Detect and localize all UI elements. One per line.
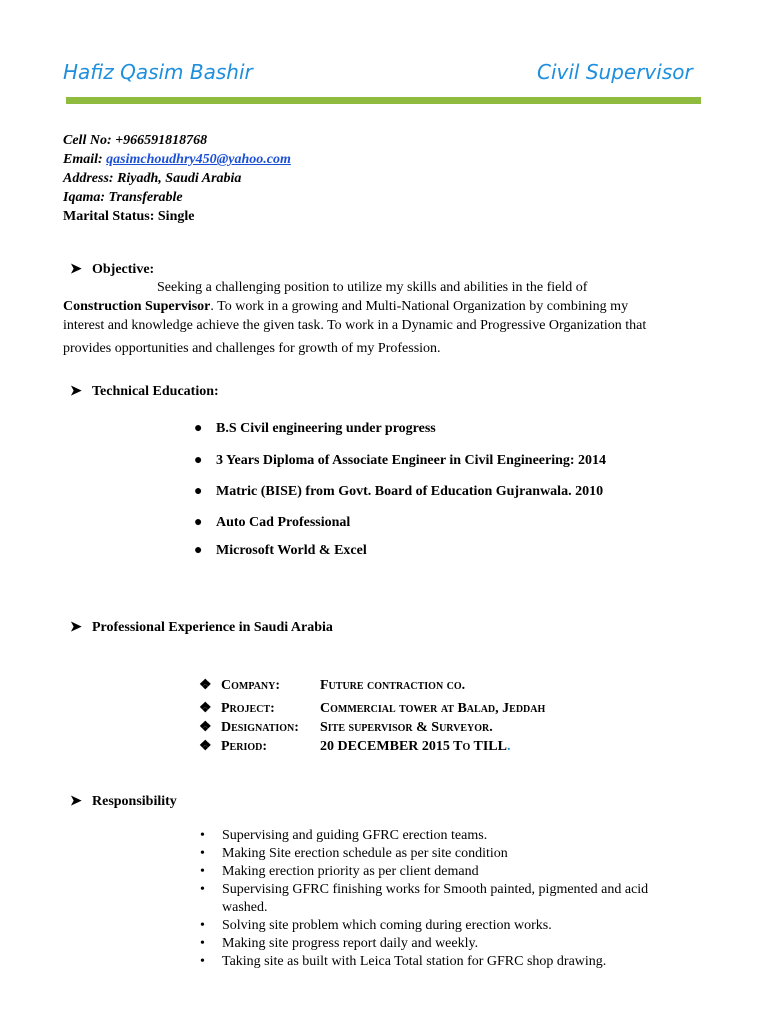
bullet-icon: ● <box>194 421 203 436</box>
iqama-row <box>63 188 291 207</box>
objective-line-3: interest and knowledge achieve the given task. To work in a Dynamic and Progressive Organization that <box>63 318 647 333</box>
period-dot: . <box>506 739 511 754</box>
project-value: Commercial tower at Balad, Jeddah <box>320 701 546 716</box>
list-item <box>200 827 672 845</box>
responsibility-list <box>200 827 672 971</box>
designation-value: Site supervisor & Surveyor. <box>320 720 493 735</box>
company-label: Company: <box>221 678 281 693</box>
list-item <box>200 917 672 935</box>
arrow-bullet-icon: ➤ <box>70 384 82 399</box>
bullet-icon: ● <box>194 543 203 558</box>
education-item-text: Microsoft World & Excel <box>216 543 367 558</box>
bullet-icon: • <box>200 846 205 861</box>
objective-line-2-rest: . To work in a growing and Multi-National Organization by combining my <box>210 299 629 314</box>
education-item-text: Auto Cad Professional <box>216 515 351 530</box>
bullet-icon: • <box>200 864 205 879</box>
marital-value: Single <box>157 209 195 224</box>
contact-block <box>63 131 291 226</box>
diamond-bullet-icon: ❖ <box>199 701 212 716</box>
bullet-icon: ● <box>194 515 203 530</box>
responsibility-item-text: Supervising GFRC finishing works for Smooth painted, pigmented and acid washed. <box>222 882 649 915</box>
list-item <box>194 484 604 500</box>
bullet-icon: • <box>200 918 205 933</box>
project-label: Project: <box>221 701 275 716</box>
iqama-value: Transferable <box>108 190 183 205</box>
period-row <box>199 738 510 755</box>
responsibility-item-text: Making Site erection schedule as per site condition <box>222 846 508 861</box>
designation-label: Designation: <box>221 720 299 735</box>
designation-row <box>199 719 493 736</box>
project-row <box>199 700 545 717</box>
objective-line-2 <box>63 297 703 316</box>
period-value: 20 DECEMBER 2015 To TILL <box>320 739 507 754</box>
responsibility-item-text: Making site progress report daily and weekly. <box>222 936 479 951</box>
education-heading-text: Technical Education: <box>92 384 219 399</box>
experience-heading <box>70 619 333 636</box>
objective-heading <box>70 261 154 278</box>
address-row <box>63 169 291 188</box>
responsibility-heading <box>70 793 177 810</box>
marital-label: Marital Status: <box>63 209 155 224</box>
iqama-label: Iqama: <box>63 190 105 205</box>
responsibility-item-text: Making erection priority as per client demand <box>222 864 479 879</box>
arrow-bullet-icon: ➤ <box>70 794 82 809</box>
responsibility-item-text: Taking site as built with Leica Total station for GFRC shop drawing. <box>222 954 607 969</box>
list-item <box>194 515 351 531</box>
list-item <box>194 453 607 469</box>
email-label: Email: <box>63 152 103 167</box>
list-item <box>200 953 672 971</box>
responsibility-item-text: Solving site problem which coming during erection works. <box>222 918 552 933</box>
cell-value: +966591818768 <box>115 133 208 148</box>
experience-heading-text: Professional Experience in Saudi Arabia <box>92 620 333 635</box>
bullet-icon: ● <box>194 484 203 499</box>
responsibility-heading-text: Responsibility <box>92 794 177 809</box>
objective-paragraph <box>63 278 703 358</box>
education-item-text: 3 Years Diploma of Associate Engineer in Civil Engineering: 2014 <box>216 453 607 468</box>
bullet-icon: • <box>200 936 205 951</box>
list-item <box>200 863 672 881</box>
cell-label: Cell No: <box>63 133 112 148</box>
list-item <box>200 881 662 917</box>
email-row <box>63 150 291 169</box>
objective-heading-text: Objective: <box>92 262 155 277</box>
bullet-icon: • <box>200 828 205 843</box>
company-row <box>199 677 465 694</box>
job-title: Civil Supervisor <box>537 60 693 84</box>
list-item <box>200 935 672 953</box>
cell-row <box>63 131 291 150</box>
education-item-text: Matric (BISE) from Govt. Board of Education Gujranwala. 2010 <box>216 484 604 499</box>
marital-row <box>63 207 291 226</box>
responsibility-item-text: Supervising and guiding GFRC erection teams. <box>222 828 488 843</box>
arrow-bullet-icon: ➤ <box>70 262 82 277</box>
list-item <box>194 543 367 559</box>
education-item-text: B.S Civil engineering under progress <box>216 421 436 436</box>
candidate-name: Hafiz Qasim Bashir <box>63 60 253 84</box>
arrow-bullet-icon: ➤ <box>70 620 82 635</box>
address-label: Address: <box>63 171 114 186</box>
diamond-bullet-icon: ❖ <box>199 678 212 693</box>
period-label: Period: <box>221 739 267 754</box>
list-item <box>200 845 672 863</box>
bullet-icon: ● <box>194 453 203 468</box>
company-value: Future contraction co. <box>320 678 466 693</box>
header-divider <box>66 97 701 104</box>
objective-bold-term: Construction Supervisor <box>63 299 211 314</box>
diamond-bullet-icon: ❖ <box>199 739 212 754</box>
education-heading <box>70 383 219 400</box>
bullet-icon: • <box>200 954 205 969</box>
objective-line-4: provides opportunities and challenges for growth of my Profession. <box>63 341 441 356</box>
email-link[interactable]: qasimchoudhry450@yahoo.com <box>106 152 291 167</box>
objective-line-1: Seeking a challenging position to utilize my skills and abilities in the field of <box>157 280 588 295</box>
bullet-icon: • <box>200 882 205 897</box>
diamond-bullet-icon: ❖ <box>199 720 212 735</box>
list-item <box>194 421 436 437</box>
address-value: Riyadh, Saudi Arabia <box>117 171 242 186</box>
